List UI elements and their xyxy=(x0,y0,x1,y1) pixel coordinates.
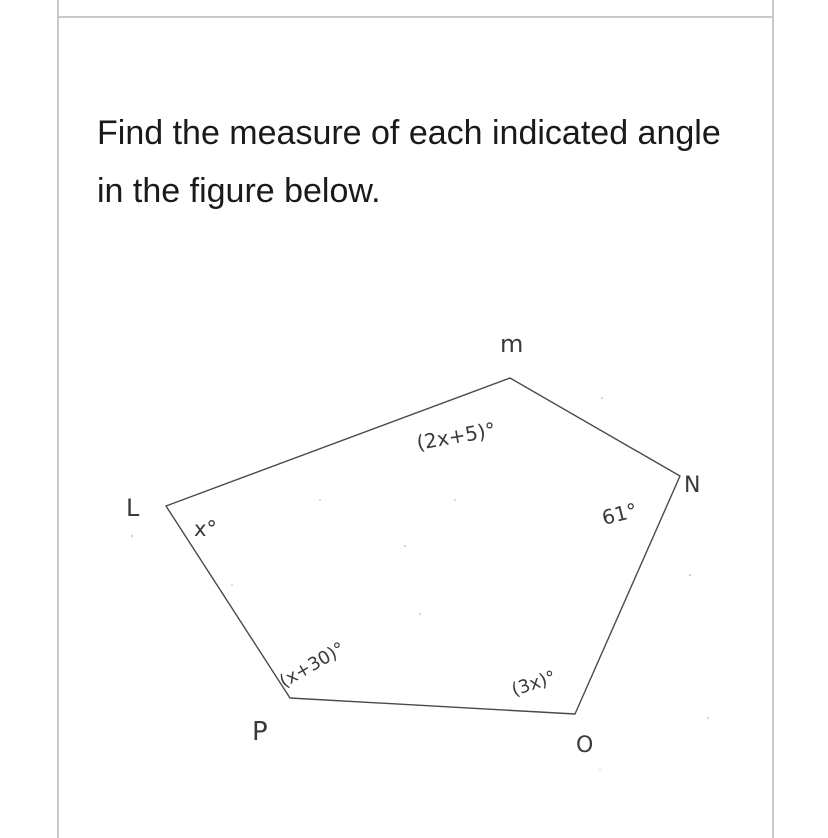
angle-label-n: 61° xyxy=(599,497,640,530)
vertex-label-n: N xyxy=(684,473,701,498)
question-text: Find the measure of each indicated angle in the figure below. xyxy=(97,114,721,210)
angle-label-o: (3x)° xyxy=(509,666,559,701)
vertex-label-m: m xyxy=(500,330,524,358)
vertex-label-p: P xyxy=(252,717,268,747)
angle-label-m: (2x+5)° xyxy=(414,417,498,455)
angle-label-p: (x+30)° xyxy=(276,638,349,693)
pentagon-outline xyxy=(166,378,680,714)
angle-label-l: x° xyxy=(194,517,217,541)
card-divider xyxy=(57,16,774,18)
vertex-label-o: O xyxy=(576,733,594,758)
pentagon-figure xyxy=(100,320,740,770)
vertex-label-l: L xyxy=(126,494,140,522)
